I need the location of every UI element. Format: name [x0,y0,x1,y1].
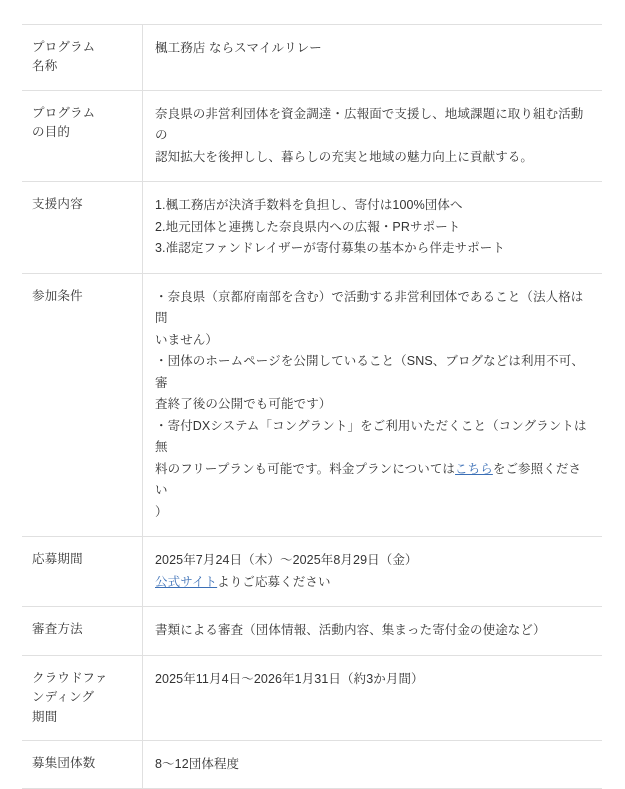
row-value-number-of-organizations [143,740,603,789]
row-value-eligibility [143,273,603,537]
list-item: ） [155,504,168,519]
value-line: 8〜12団体程度 [155,756,240,771]
row-label-program-name [22,25,143,91]
label-line: プログラム [32,40,96,54]
text-after-link: よりご応募ください [217,574,331,589]
table-row [22,90,602,182]
official-site-link[interactable]: 公式サイト [155,574,218,589]
value-line: 書類による審査（団体情報、活動内容、集まった寄付金の使途など） [155,623,546,638]
row-value-crowdfunding-period [143,655,603,740]
eligibility-list [155,287,590,524]
label-line: 参加条件 [32,288,83,303]
text-after-link: をご参照ください [155,461,582,498]
label-line: 募集団体数 [32,755,96,770]
row-label-program-purpose [22,90,143,182]
label-line: 期間 [32,709,58,724]
table-row [22,537,602,607]
label-line: プログラム [32,105,96,120]
row-value-program-purpose [143,90,603,182]
row-value-application-period [143,537,603,607]
row-label-number-of-organizations [22,740,143,789]
row-value-screening-method [143,607,603,656]
label-line: 応募期間 [32,552,83,567]
program-overview-table [22,24,602,789]
value-line: 2025年7月24日（木）〜2025年8月29日（金） [155,553,418,568]
row-label-support-details [22,182,143,274]
row-value-support-details [143,182,603,274]
text-before-link: 料のフリープランも可能です。料金プランについては [155,461,456,476]
row-label-crowdfunding-period [22,655,143,740]
value-line: 2025年11月4日〜2026年1月31日（約3か月間） [155,671,424,686]
support-details-list [155,195,590,260]
label-line: 名称 [32,59,58,74]
row-label-application-period [22,537,143,607]
table-row [22,655,602,740]
list-item: ・団体のホームページを公開していること（SNS、ブログなどは利用不可、審 [155,354,584,390]
table-row [22,607,602,656]
label-line: 審査方法 [32,622,83,637]
program-overview-table-wrapper [22,24,602,789]
list-item: 2.地元団体と連携した奈良県内への広報・PRサポート [155,219,461,234]
row-value-program-name [143,25,603,91]
pricing-plan-link[interactable]: こちら [455,461,493,476]
table-row [22,25,602,91]
list-item: 3.准認定ファンドレイザーが寄付募集の基本から伴走サポート [155,241,505,256]
list-item: 1.楓工務店が決済手数料を負担し、寄付は100%団体へ [155,198,463,213]
label-line: 支援内容 [32,197,83,212]
value-line: 奈良県の非営利団体を資金調達・広報面で支援し、地域課題に取り組む活動の [155,106,584,143]
label-line: ンディング [32,690,95,705]
value-line-with-link [155,572,590,594]
label-line: クラウドファ [32,670,108,685]
list-item: 査終了後の公開でも可能です） [155,397,332,412]
label-line: の目的 [32,125,71,140]
list-item: ・寄付DXシステム「コングラント」をご利用いただくこと（コングラントは無 [155,418,587,455]
value-line: 認知拡大を後押しし、暮らしの充実と地域の魅力向上に貢献する。 [155,149,534,164]
table-row [22,182,602,274]
row-label-eligibility [22,273,143,537]
value-line: 楓工務店 ならスマイルリレー [155,41,322,55]
table-row [22,273,602,537]
list-item: いません） [155,332,219,347]
list-item: ・奈良県（京都府南部を含む）で活動する非営利団体であること（法人格は問 [155,289,584,326]
row-label-screening-method [22,607,143,656]
list-item [155,459,590,502]
table-row [22,740,602,789]
